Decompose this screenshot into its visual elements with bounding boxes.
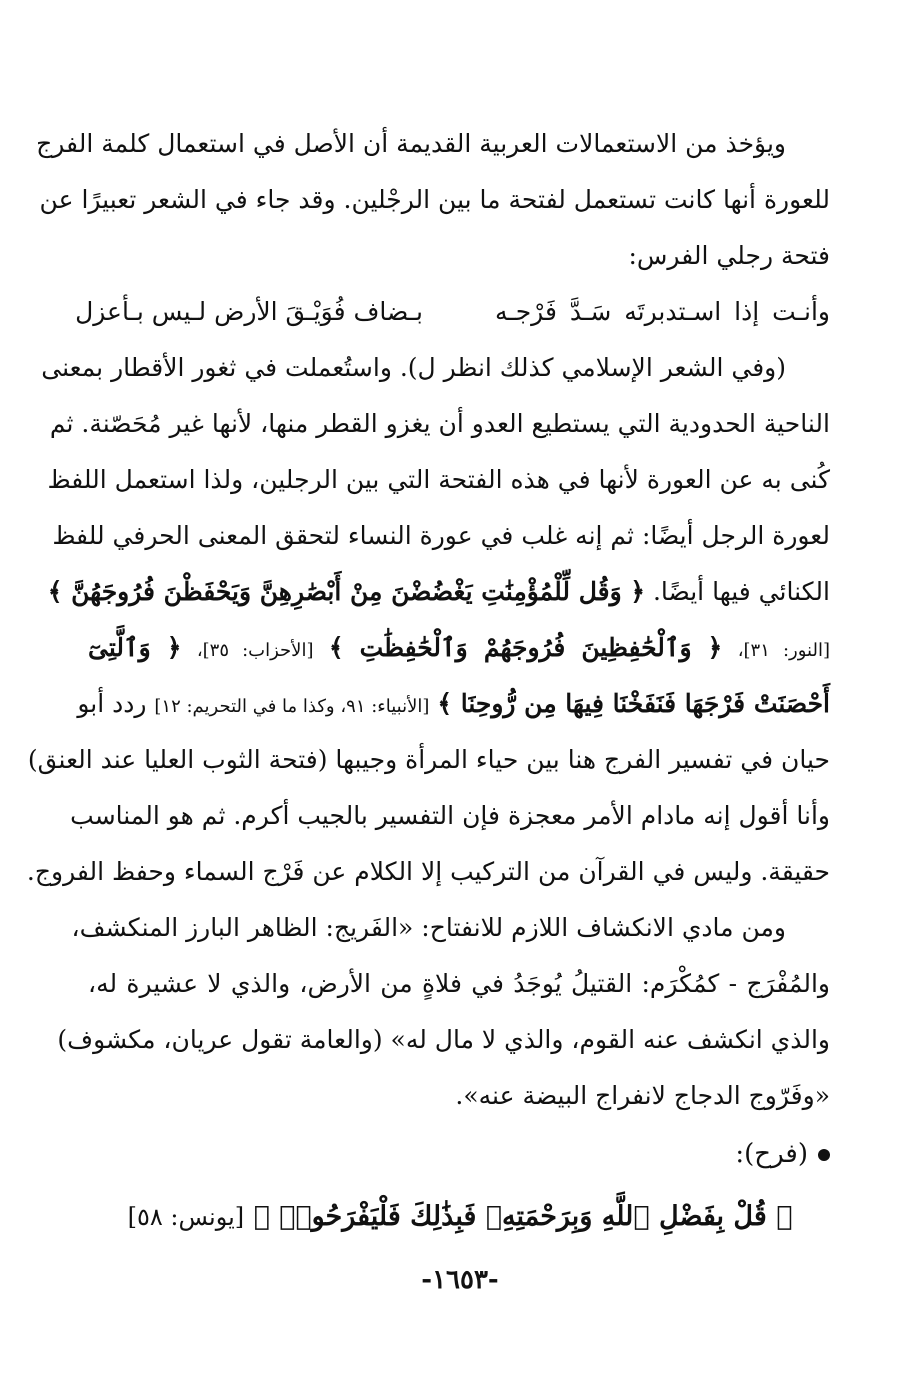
quran-citation-line-3 — [77, 680, 830, 728]
paragraph-line-1: ويؤخذ من الاستعمالات العربية القديمة أن الأصل في استعمال كلمة الفرج — [36, 129, 786, 158]
paragraph-line-3: فتحة رجلي الفرس: — [628, 241, 830, 270]
quran-citation-line-2 — [88, 624, 830, 672]
paragraph-line-11: ومن مادي الانكشاف اللازم للانفتاح: «الفَريج: الظاهر البارز المنكشف، — [71, 913, 786, 942]
paragraph-line-6: كُنى به عن العورة لأنها في هذه الفتحة التي بين الرجلين، ولذا استعمل اللفظ — [47, 465, 830, 494]
verse-reference-ahzab: [الأحزاب: ٣٥]، — [196, 640, 314, 661]
poem-hemistich-2: بـضاف فُوَيْـقَ الأرض لـيس بـأعزل — [75, 297, 423, 326]
paragraph-line-7: لعورة الرجل أيضًا: ثم إنه غلب في عورة النساء لتحقق المعنى الحرفي للفظ — [52, 521, 830, 550]
paragraph-line-10: حقيقة. وليس في القرآن من التركيب إلا الكلام عن فَرْج السماء وحفظ الفروج. — [26, 857, 830, 886]
paragraph-line-2: للعورة أنها كانت تستعمل لفتحة ما بين الرجْلين. وقد جاء في الشعر تعبيرًا عن — [39, 185, 830, 214]
paragraph-line-14: «وفَرّوج الدجاج لانفراج البيضة عنه». — [455, 1081, 830, 1110]
poem-verse — [75, 288, 830, 336]
verse-reference-nur: [النور: ٣١]، — [737, 640, 830, 661]
verse-reference-anbiya: [الأنبياء: ٩١، وكذا ما في التحريم: ١٢] — [154, 696, 430, 717]
quran-verse-anbiya-start: ﴿ وَٱلَّتِىٓ — [88, 633, 182, 662]
paragraph-line-4: (وفي الشعر الإسلامي كذلك انظر ل). واستُعملت في ثغور الأقطار بمعنى — [41, 353, 786, 382]
quran-citation-line-1 — [47, 568, 830, 616]
text-suffix: ردد أبو — [77, 689, 147, 718]
section-heading — [735, 1130, 830, 1178]
paragraph-line-12: والمُفْرَج - كمُكْرَم: القتيلُ يُوجَدُ في فلاةٍ من الأرض، والذي لا عشيرة له، — [88, 969, 830, 998]
text-prefix: الكنائي فيها أيضًا. — [652, 577, 830, 606]
page-number: -١٦٥٣- — [421, 1265, 499, 1295]
bullet-icon — [818, 1149, 830, 1161]
closing-quran-verse — [0, 1192, 920, 1242]
paragraph-line-9: وأنا أقول إنه مادام الأمر معجزة فإن التفسير بالجيب أكرم. ثم هو المناسب — [70, 801, 830, 830]
paragraph-line-8: حيان في تفسير الفرج هنا بين حياء المرأة وجيبها (فتحة الثوب العليا عند العنق) — [27, 745, 830, 774]
quran-verse-yunus: ﴿ قُلْ بِفَضْلِ ٱللَّهِ وَبِرَحْمَتِهِۦ فَبِذَٰلِكَ فَلْيَفْرَحُوا۟ ﴾ — [253, 1201, 793, 1232]
quran-verse-nur: ﴿ وَقُل لِّلْمُؤْمِنَٰتِ يَغْضُضْنَ مِنْ أَبْصَٰرِهِنَّ وَيَحْفَظْنَ فُرُوجَهُنَّ ﴾ — [47, 577, 646, 606]
section-heading-text: (فرح): — [735, 1139, 808, 1169]
quran-verse-anbiya: أَحْصَنَتْ فَرْجَهَا فَنَفَخْنَا فِيهَا مِن رُّوحِنَا ﴾ — [437, 689, 830, 718]
paragraph-line-13: والذي انكشف عنه القوم، والذي لا مال له» (والعامة تقول عريان، مكشوف) — [57, 1025, 830, 1054]
quran-verse-ahzab: ﴿ وَٱلْحَٰفِظِينَ فُرُوجَهُمْ وَٱلْحَٰفِظَٰتِ ﴾ — [328, 633, 723, 662]
paragraph-line-5: الناحية الحدودية التي يستطيع العدو أن يغزو القطر منها، لأنها غير مُحَصّنة. ثم — [49, 409, 830, 438]
verse-reference-yunus: [يونس: ٥٨] — [127, 1203, 245, 1231]
poem-hemistich-1: وأنـت إذا اسـتدبرتَه سَـدَّ فَرْجـه — [495, 297, 830, 326]
